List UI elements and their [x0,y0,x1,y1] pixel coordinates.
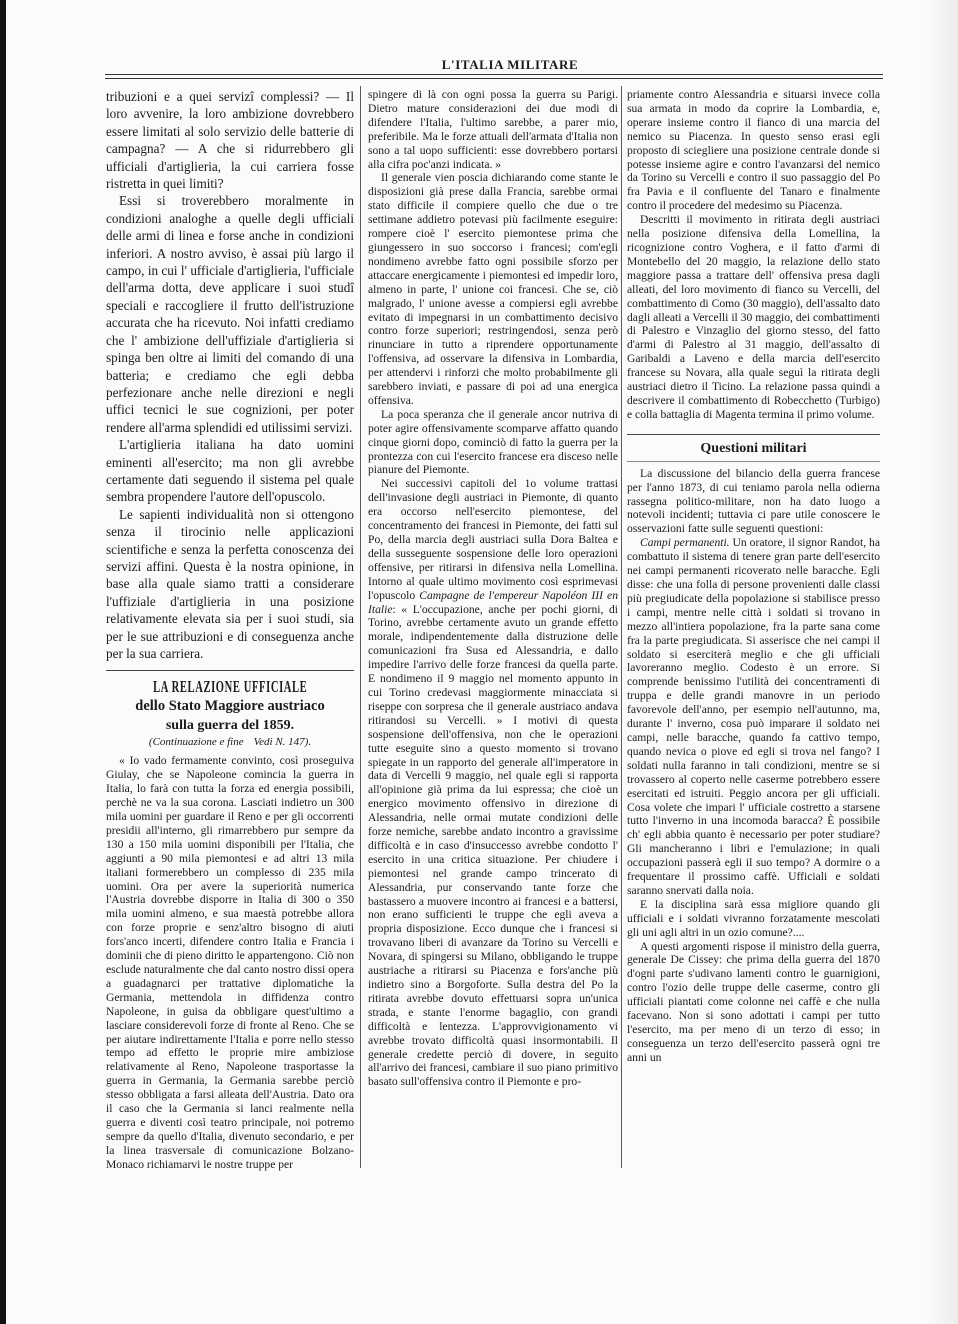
column-divider [621,86,622,1168]
article-paragraph: L'artiglieria italiana ha dato uomini eminenti all'esercito; ma non gli avrebbe certamente dati seguendo il sistema pel quale sembra propendere l'autore dell'opuscolo. [106,437,354,505]
column-3 [627,88,880,1065]
paragraph-text: Un oratore, il signor Randot, ha combattuto il sistema di tenere gran parte dell'esercito nei campi permanenti ricoverato nelle baracche. Egli disse: che una folla di persone provenienti dalle classi più pregiudicate della popolazione si stabilisce presso i campi, mentre nelle città i soldati si trovano in mezzo all'intiera popolazione, fra la parte sana come fra la parte pregiudicata. Si asserisce che nei campi il soldato si eserciterà meglio e che gli ufficiali lavoreranno meglio. Codesto è un errore. Si comprende benissimo l'utilità dei concentramenti di truppa e delle grandi manovre in un periodo favorevole dell'anno, per esempio nell'autunno, ma, durante l' inverno, cosa può imparare il soldato nei campi, nelle baracche, quando fa cattivo tempo, quando nevica o piove ed egli si trova nel fango? I soldati nulla faranno in tali condizioni, mentre se si trovassero al coperto nelle caserme potrebbero essere esercitati ed istruiti. Peggio ancora per gli ufficiali. Cosa volete che impari l' ufficiale costretto a starsene tutto l'inverno in una incomoda baracca? È possibile ch' egli abbia quanto è necessario per poter studiare? Gli mancheranno i libri e l'emulazione; in quali occupazioni passerà egli il suo tempo? A dormire o a frequentare il prossimo caffè. Ufficiali e soldati saranno snervati dalla noia. [627,536,881,897]
relazione-subheadline-2: sulla guerra del 1859. [165,718,295,734]
section-rule [106,670,354,671]
header-double-rule [105,74,883,79]
article-paragraph: priamente contro Alessandria e situarsi invece colla sua armata in modo da coprire la Lombardia, e, operare insieme contro il fianco di una marcia del nemico su Piacenza. In questo senso erasi egli proposto di sciegliere una posizione centrale donde si potesse insieme agire e contro l'avanzarsi del nemico da Torino su Vercelli e contro il suo passaggio del Po fra Pavia e il confluente del Tanaro e finalmente contro il procedere del medesimo su Piacenza. [627,88,880,213]
article-paragraph: spingere di là con ogni possa la guerra su Parigi. Dietro mature considerazioni dei due modi di difendere l'Italia, l'ultimo sarebbe, a parer mio, preferibile. Ma le forze attuali dell'armata d'Italia non sono a tal uopo sufficienti: esse dovrebbero portarsi alla cifra poc'anzi indicata. » [368,88,618,171]
article-paragraph: Le sapienti individualità non si ottengono senza il tirocinio nelle applicazioni scientifiche e senza la perfetta conoscenza dei servizi affini. Questa è la nostra opinione, in base alla quale siamo tratti a considerare l'uffiziale d'artiglieria in una posizione relativamente elevata sia per i suoi studi, sia per le sue attribuzioni e di conseguenza anche per la sua carriera. [106,506,354,661]
article-paragraph: « Io vado fermamente convinto, così proseguiva Giulay, che se Napoleone comincia la guerra in Italia, lo farà con tutta la forza ed energia possibili, perchè ne va la sua corona. Lasciati indietro un 300 mila uomini per guardare il Reno e per gli occorrenti presidii all'interno, gli rimarrebbero pur sempre da 130 a 150 mila uomini disponibili per l'Italia, che aggiunti a 90 mila piemontesi e ad altri 13 mila italiani formerebbero un complesso di 235 mila uomini. Ora per avere la superiorità numerica l'Austria dovrebbe disporre in Italia di 300 o 350 mila uomini almeno, e sua maestà potrebbe allora con forze proprie e senz'altro bisogno di aiuti fors'anco incerti, difendere contro Italia e Francia i dominii che di pieno diritto le appartengono. Ciò non esclude naturalmente che dal canto nostro dissi opera a guadagnarci per trattative diplomatiche la Germania, mettendola in diffidenza contro Napoleone, in guisa da obbligare quest'ultimo a lasciare considerevoli forze di fronte al Reno. Che se per aiutare indirettamente l'Italia e porre nello stesso tempo ad effetto le proprie mire ambiziose relativamente al Reno, Napoleone trasportasse la guerra in Germania, la Germania sarebbe perciò stesso obbligata a farsi alleata dell'Austria. Dato ora il caso che la Germania si lanci realmente nella guerra e diventi così teatro principale, noi potremo sempre da quello d'Italia, divenuto secondario, e per la linea trasversale di comunicazione Bolzano-Monaco richiamarvi le nostre truppe per [106,754,354,1171]
article-paragraph: E la disciplina sarà essa migliore quando gli ufficiali e i soldati vivranno forzatamente mescolati gli uni agli altri in un ozio comune?.... [627,897,880,939]
article-paragraph: Il generale vien poscia dichiarando come stante le disposizioni già prese dalla Francia, sarebbe ormai stato difficile il compiere quello che due o tre settimane addietro potevasi più facilmente eseguire: rompere cioè l' esercito piemontese prima che giungessero in suo soccorso i francesi; com'egli nondimeno avrebbe fatto ogni possibile sforzo per attaccare energicamente i piemontesi ed impedir loro, almeno in parte, l' unione coi francesi. Che se, ciò malgrado, l' unione avesse a compiersi egli avrebbe evitato di impegnarsi in un combattimento decisivo contro forze superiori; restringendosi, senza però rinunciare in tutto a riprendere opportunamente l'offensiva, ad osservare la difensiva in Lombardia, per attendervi i rinforzi che molto probabilmente gli sarebbero inviati, e passare di poi ad una energica offensiva. [368,171,618,407]
section-label: Campi permanenti. [640,536,730,550]
column-2 [368,88,618,1089]
column-1 [106,88,354,1172]
artillery-article-continuation [106,88,354,662]
article-paragraph: tribuzioni e a quei servizî complessi? — Il loro avvenire, la loro ambizione dovrebbero essere limitati al solo servizio delle batterie di campagna? — A che si ridurrebbero gli ufficiali d'artiglieria, la cui carriera fosse ristretta in quei limiti? [106,89,354,192]
column-divider [360,86,361,1168]
paragraph-text: Nei successivi capitoli del 1o volume trattasi dell'invasione degli austriaci in Piemonte, di quanto era occorso nell'esercito piemontese, del concentramento dei francesi in Piemonte, dei fatti sul Po, della marcia degli austriaci sulla Dora Baltea e della susseguente sospensione delle loro operazioni offensive, per ritirarsi in difensiva nella Lomellina. Intorno al quale ultimo movimento così esprimevasi l'opuscolo [368,477,618,602]
relazione-headline: LA RELAZIONE UFFICIALE [153,677,308,697]
scan-edge-right [924,0,958,1324]
continuation-note [106,735,354,750]
article-paragraph [627,536,880,898]
article-paragraph [368,477,618,1089]
continuation-note-text: (Continuazione e fine [148,736,244,749]
book-title: Campagne de l'empereur Napoléon III en Italie [368,588,618,616]
article-paragraph: La discussione del bilancio della guerra francese per l'anno 1873, di cui teniamo parola nella odierna rassegna politico-militare, non ha dato luogo a notevoli incidenti; tuttavia ci pare utile conoscere le osservazioni fatte sulle seguenti questioni: [627,466,880,536]
questioni-militari-headline: Questioni militari [627,434,880,462]
article-paragraph: A questi argomenti rispose il ministro della guerra, generale De Cissey: che prima della guerra del 1870 d'ogni parte s'udivano lamenti contro le guarnigioni, contro l'ozio delle truppe delle caserme, contro gli ufficiali piantati come colonne nei caffè e che nulla facevano. Non si sono adottati i campi per tutto l'esercito, ma per meno di un terzo di esso; in conseguenza un terzo dell'esercito passerà ogni tre anni un [627,939,880,1064]
article-paragraph: Essi si troverebbero moralmente in condizioni analoghe a quelle degli ufficiali delle armi di linea e forse anche in condizioni inferiori. A nostro avviso, è assai più largo il campo, in cui l' ufficiale d'artiglieria, l'ufficiale dell'arma dotta, deve applicare i suoi studî speciali e raccogliere il frutto dell'istruzione accurata che ha ricevuto. Noi infatti crediamo che l' ambizione dell'uffiziale d'artiglieria si spinga ben oltre ai limiti del comando di una batteria; e crediamo che egli debba perfezionare anche nelle direzioni e negli uffici tecnici le sue cognizioni, per poter rendere all'arma splendidi ed utilissimi servizi. [106,193,354,435]
relazione-subheadline: dello Stato Maggiore austriaco [135,698,325,715]
relazione-body-col1 [106,754,354,1171]
scan-edge-left [0,0,6,1324]
article-paragraph: Descritti il movimento in ritirata degli austriaci nella posizione difensiva della Lomellina, la ricognizione contro Voghera, e il fatto d'armi di Montebello del 20 maggio, la relazione dello stato maggiore passa a trattare dell' offensiva presa dagli alleati, del loro movimento di fianco su Vercelli, del combattimento di Como (30 maggio), dell'assalto dato dagli alleati a Vercelli il 30 maggio, dei combattimenti di Palestro e Vinzaglio del giorno stesso, del fatto d'armi di Palestro al 31 maggio, dell'assalto di Garibaldi a Laveno e della marcia dell'esercito francese su Novara, alla quale seguì la ritirata degli austriaci dietro il Ticino. La relazione passa quindi a descrivere il combattimento di Robecchetto (Turbigo) e colla battaglia di Magenta termina il primo volume. [627,213,880,421]
article-paragraph: La poca speranza che il generale ancor nutriva di poter agire offensivamente scomparve affatto quando cinque giorni dopo, cominciò di fatto la guerra per la prontezza con cui l'esercito francese era disceso nelle pianure del Piemonte. [368,407,618,477]
paragraph-text: : « L'occupazione, anche per pochi giorni, di Torino, avrebbe certamente avuto un grande effetto morale, indipendentemente dalla distruzione delle comunicazioni fra Susa ed Alessandria, e dallo impedire l'arrivo delle forze francesi da quella parte. E nondimeno il 9 maggio nel momento appunto in cui Torino credevasi maggiormente minacciata si riseppe con sorpresa che il generale austriaco andava ritirandosi su Vercelli. » I motivi di questa sospensione dell'offensiva, non che le operazioni tutte eseguite sino a questo momento si trovano spiegate in un rapporto del generale all'imperatore in data di Vercelli 9 maggio, nel quale egli si rapporta all'opinione già prima da lui espressa; che cioè un energico movimento offensivo in direzione di Alessandria, nelle ormai mutate condizioni delle forze nemiche, sarebbe andato incontro a gravissime difficoltà e in caso d'insuccesso avrebbe condotto l' esercito in una critica situazione. Per chiudere i piemontesi nel grande campo trincerato di Alessandria, pur conservando tante forze che bastassero a muovere incontro ai francesi e a battersi, non erano sufficienti le truppe che egli aveva a propria disposizione. Ecco dunque che i francesi si trovavano liberi di avanzare da Torino su Vercelli e Novara, di spingersi su Milano, obbligando le truppe austriache a ritirarsi su Piacenza e fors'anche più indietro sino a Borgoforte. Sulla destra del Po la ritirata avrebbe dovuto effettuarsi sopra un'unica strada, e stante l'enorme bagaglio, con grandi difficoltà e lentezza. L'approvvigionamento vi avrebbe trovato difficoltà quasi insormontabili. Il generale credette perciò di dovere, in seguito all'arrivo dei francesi, cambiare il suo piano primitivo basato sull'offensiva contro il Piemonte e pro- [368,602,618,1089]
running-head-title: L'ITALIA MILITARE [441,57,579,72]
continuation-note-ref: Vedi N. 147). [253,736,312,749]
